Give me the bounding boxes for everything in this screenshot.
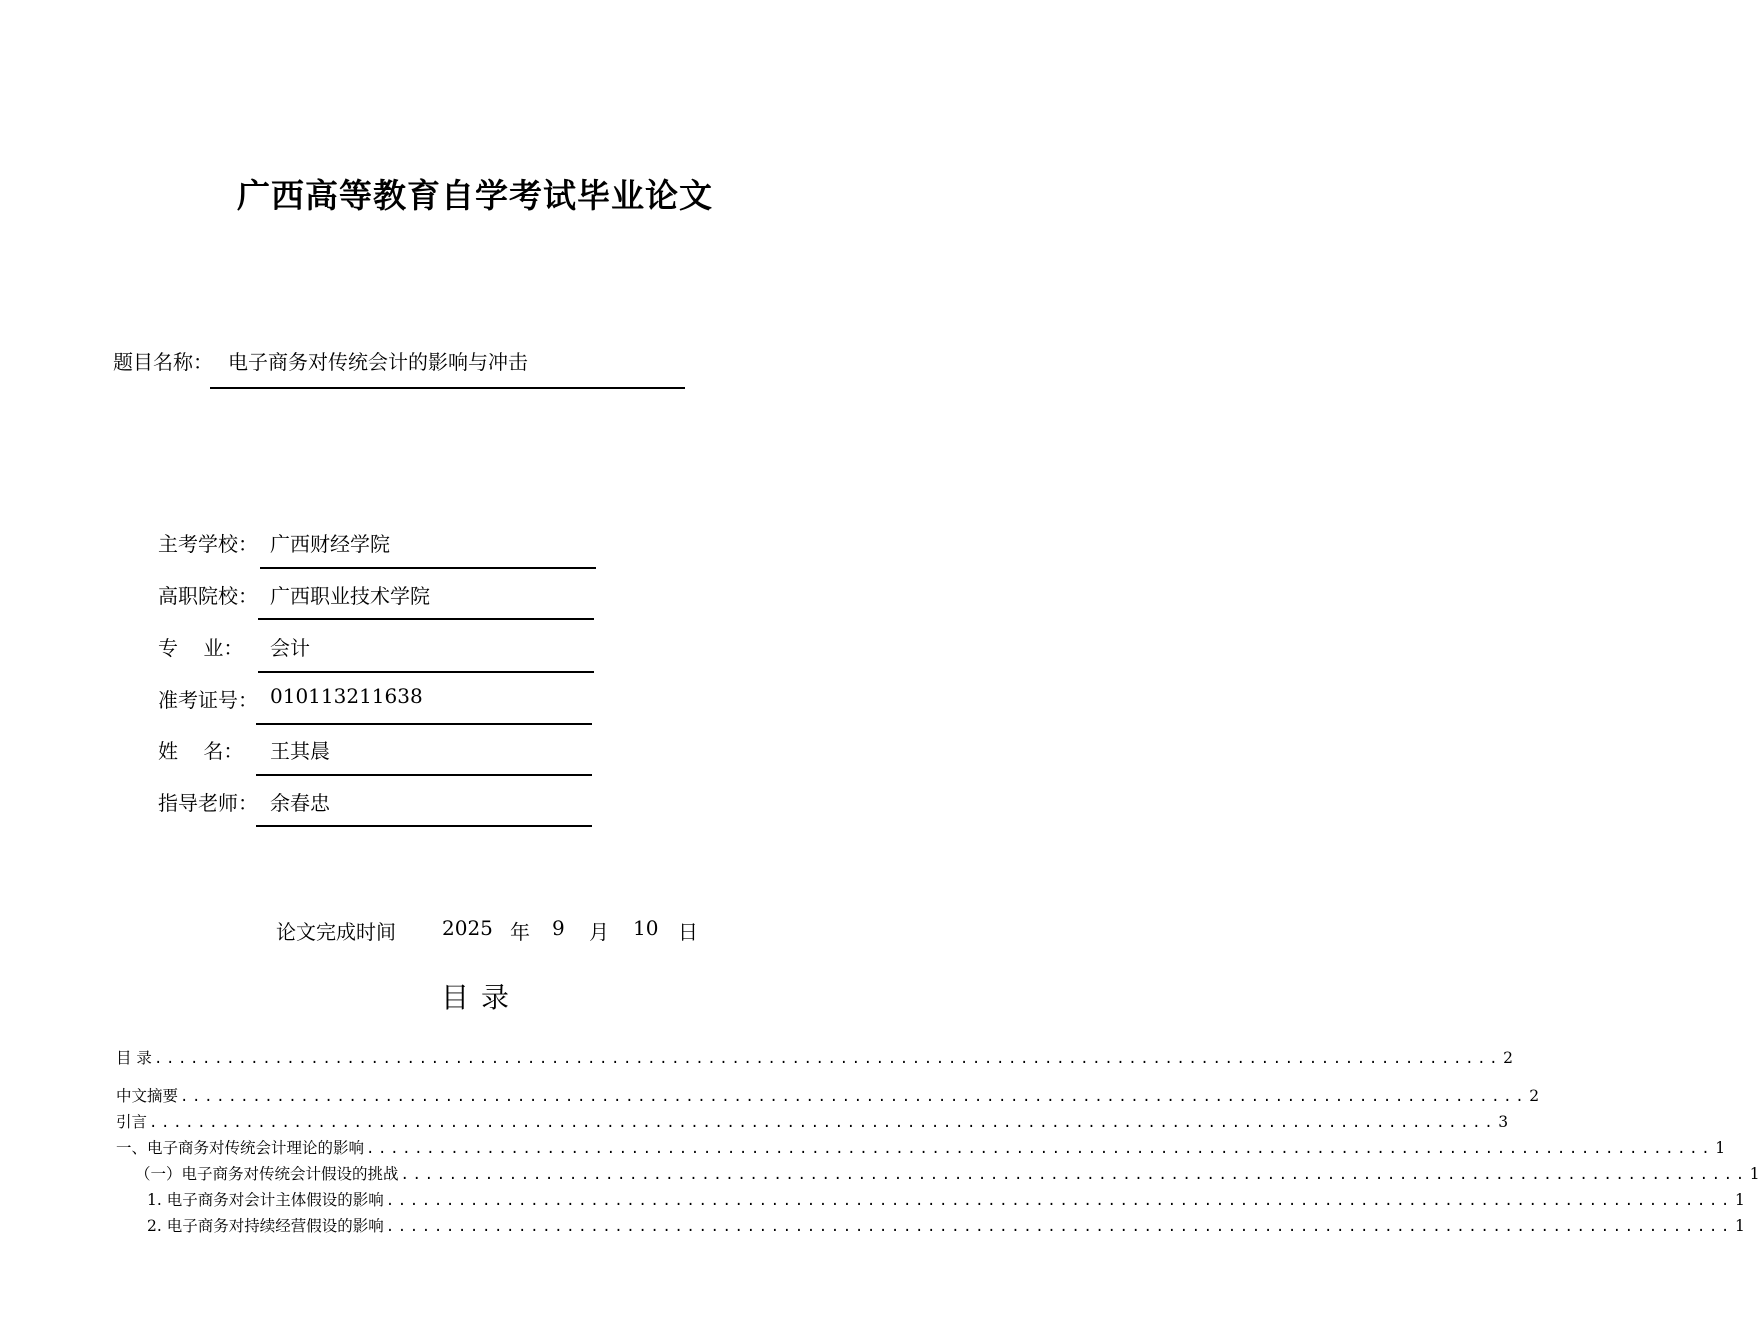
name-label: 姓 名： — [158, 739, 244, 763]
toc-entry[interactable] — [116, 1048, 1514, 1069]
toc-entry-text: 1. 电子商务对会计主体假设的影响 — [147, 1191, 384, 1209]
completion-day-unit: 日 — [678, 920, 698, 944]
toc-entry-page: 1 — [1749, 1165, 1760, 1183]
toc-entry[interactable] — [147, 1190, 1745, 1211]
toc-leader-dots: ................................................................................................................ — [385, 1193, 1733, 1209]
completion-month: 9 — [552, 916, 565, 940]
major-underline — [258, 671, 594, 673]
exam-id-underline — [256, 723, 592, 725]
toc-leader-dots: ................................................................................................................ — [385, 1219, 1733, 1235]
completion-month-unit: 月 — [589, 920, 609, 944]
toc-entry[interactable] — [116, 1086, 1540, 1107]
toc-entry-text: 中文摘要 — [116, 1087, 179, 1105]
exam-id-label: 准考证号： — [158, 688, 258, 712]
toc-entry[interactable] — [135, 1164, 1760, 1185]
completion-year: 2025 — [442, 916, 493, 940]
toc-entry[interactable] — [116, 1138, 1726, 1159]
toc-entry-text: （一）电子商务对传统会计假设的挑战 — [135, 1165, 399, 1183]
topic-value: 电子商务对传统会计的影响与冲击 — [228, 350, 528, 374]
advisor-underline — [256, 825, 592, 827]
toc-leader-dots: ................................................................................................................ — [149, 1115, 1497, 1131]
document-title: 广西高等教育自学考试毕业论文 — [237, 176, 713, 215]
toc-entry-text: 一、电子商务对传统会计理论的影响 — [116, 1139, 365, 1157]
completion-year-unit: 年 — [510, 920, 530, 944]
toc-leader-dots: ................................................................................................................ — [366, 1141, 1714, 1157]
advisor-label: 指导老师： — [158, 791, 258, 815]
toc-entry-page: 1 — [1715, 1139, 1726, 1157]
exam-id-value: 010113211638 — [270, 684, 423, 708]
toc-entry[interactable] — [116, 1112, 1509, 1133]
major-value: 会计 — [270, 636, 310, 660]
toc-leader-dots: ................................................................................................................ — [400, 1167, 1748, 1183]
college-label: 高职院校： — [158, 584, 258, 608]
advisor-value: 余春忠 — [270, 791, 330, 815]
topic-underline — [210, 387, 685, 389]
toc-entry-page: 3 — [1498, 1113, 1509, 1131]
toc-entry[interactable] — [147, 1216, 1745, 1237]
toc-entry-page: 1 — [1734, 1191, 1745, 1209]
completion-label: 论文完成时间 — [276, 920, 396, 944]
major-label: 专 业： — [158, 636, 244, 660]
toc-entry-page: 2 — [1529, 1087, 1540, 1105]
college-value: 广西职业技术学院 — [270, 584, 430, 608]
name-value: 王其晨 — [270, 739, 330, 763]
completion-day: 10 — [633, 916, 659, 940]
toc-leader-dots: ................................................................................................................ — [180, 1089, 1528, 1105]
name-underline — [256, 774, 592, 776]
toc-entry-page: 1 — [1734, 1217, 1745, 1235]
toc-leader-dots: ................................................................................................................ — [153, 1051, 1502, 1067]
school-value: 广西财经学院 — [270, 532, 390, 556]
toc-entry-page: 2 — [1503, 1049, 1514, 1067]
toc-entry-text: 目 录 — [116, 1049, 152, 1067]
topic-label: 题目名称： — [113, 350, 213, 374]
school-label: 主考学校： — [158, 532, 258, 556]
college-underline — [258, 618, 594, 620]
toc-entry-text: 引言 — [116, 1113, 148, 1131]
toc-entry-text: 2. 电子商务对持续经营假设的影响 — [147, 1217, 384, 1235]
school-underline — [260, 567, 596, 569]
toc-title: 目录 — [440, 981, 521, 1014]
